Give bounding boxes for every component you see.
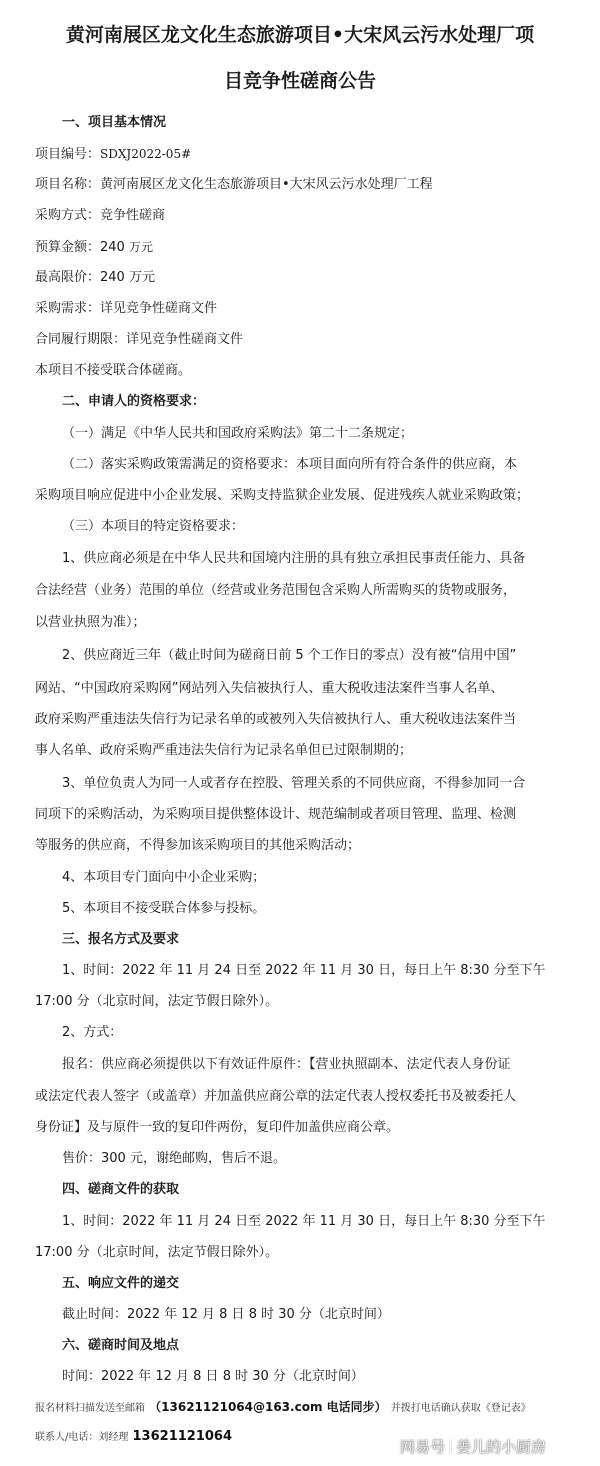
contact-name: 刘经理 bbox=[98, 1432, 129, 1443]
requirement-5: 5、本项目不接受联合体参与投标。 bbox=[62, 901, 266, 916]
qualification-item-3: （三）本项目的特定资格要求： bbox=[62, 519, 245, 534]
footer-contact-line bbox=[35, 1428, 232, 1447]
requirement-1-line-1: 1、供应商必须是在中华人民共和国境内注册的具有独立承担民事责任能力、具备 bbox=[62, 551, 526, 566]
requirement-3-line-1: 3、单位负责人为同一人或者存在控股、管理关系的不同供应商，不得参加同一合 bbox=[62, 776, 526, 791]
email-suffix: 并拨打电话确认获取《登记表》 bbox=[390, 1403, 531, 1414]
requirement-2-line-2: 网站、“中国政府采购网”网站列入失信被执行人、重大税收违法案件当事人名单、 bbox=[35, 681, 504, 696]
project-number-value: SDXJ2022-05# bbox=[100, 147, 192, 161]
project-name: 项目名称：黄河南展区龙文化生态旅游项目•大宋风云污水处理厂工程 bbox=[35, 177, 433, 192]
contact-phone: 13621121064 bbox=[132, 1429, 233, 1444]
footer-email-line bbox=[35, 1398, 531, 1418]
no-consortium-note: 本项目不接受联合体磋商。 bbox=[35, 363, 192, 378]
project-number bbox=[35, 145, 191, 164]
document-title-line-2: 目竞争性磋商公告 bbox=[223, 70, 376, 92]
requirement-2-line-4: 事人名单、政府采购严重违法失信行为记录名单但已过限制期的； bbox=[35, 743, 413, 758]
budget-amount-label: 预算金额：240 bbox=[35, 240, 125, 255]
document-title-line-1: 黄河南展区龙文化生态旅游项目•大宋风云污水处理厂项 bbox=[65, 24, 535, 46]
budget-amount bbox=[35, 238, 153, 257]
max-price: 最高限价：240 万元 bbox=[35, 270, 155, 285]
watermark-platform: 网易号 bbox=[400, 1438, 446, 1456]
registration-time-line-2: 17:00 分（北京时间，法定节假日除外）。 bbox=[35, 994, 279, 1009]
registration-time-line-1: 1、时间：2022 年 11 月 24 日至 2022 年 11 月 30 日，每日上午 8:30 分至下午 bbox=[62, 963, 546, 978]
requirement-3-line-2: 同项下的采购活动，为采购项目提供整体设计、规范编制或者项目管理、监理、检测 bbox=[35, 807, 517, 822]
qualification-item-1: （一）满足《中华人民共和国政府采购法》第二十二条规定； bbox=[62, 426, 414, 441]
section-4-heading: 四、磋商文件的获取 bbox=[62, 1182, 180, 1197]
contract-term: 合同履行期限：详见竞争性磋商文件 bbox=[35, 332, 244, 347]
procurement-needs: 采购需求：详见竞争性磋商文件 bbox=[35, 301, 218, 316]
document-obtain-time-line-2: 17:00 分（北京时间，法定节假日除外）。 bbox=[35, 1245, 279, 1260]
procurement-method: 采购方式：竞争性磋商 bbox=[35, 208, 166, 223]
registration-docs-line-1: 报名：供应商必须提供以下有效证件原件：【营业执照副本、法定代表人身份证 bbox=[62, 1057, 511, 1072]
platform-watermark bbox=[400, 1437, 546, 1457]
project-number-label: 项目编号： bbox=[35, 147, 101, 162]
document-obtain-time-line-1: 1、时间：2022 年 11 月 24 日至 2022 年 11 月 30 日，每日上午 8:30 分至下午 bbox=[62, 1214, 546, 1229]
budget-amount-unit: 万元 bbox=[128, 240, 153, 254]
requirement-2-line-1: 2、供应商近三年（截止时间为磋商日前 5 个工作日的零点）没有被“信用中国” bbox=[62, 648, 517, 663]
qualification-item-2-line-1: （二）落实采购政策需满足的资格要求：本项目面向所有符合条件的供应商，本 bbox=[62, 457, 518, 472]
requirement-1-line-2: 合法经营（业务）范围的单位（经营或业务范围包含采购人所需购买的货物或服务， bbox=[35, 583, 517, 598]
submission-deadline: 截止时间：2022 年 12 月 8 日 8 时 30 分（北京时间） bbox=[62, 1307, 390, 1322]
watermark-separator bbox=[450, 1440, 451, 1454]
document-price: 售价：300 元，谢绝邮购，售后不退。 bbox=[62, 1151, 286, 1166]
requirement-1-line-3: 以营业执照为准）； bbox=[35, 615, 146, 630]
requirement-4: 4、本项目专门面向中小企业采购； bbox=[62, 870, 266, 885]
section-3-heading: 三、报名方式及要求 bbox=[62, 932, 180, 947]
registration-method: 2、方式： bbox=[62, 1025, 123, 1040]
section-6-heading: 六、磋商时间及地点 bbox=[62, 1338, 180, 1353]
section-2-heading: 二、申请人的资格要求： bbox=[62, 394, 206, 409]
section-1-heading: 一、项目基本情况 bbox=[62, 115, 167, 130]
contact-label: 联系人/电话： bbox=[35, 1432, 99, 1443]
requirement-3-line-3: 等服务的供应商，不得参加该采购项目的其他采购活动； bbox=[35, 838, 361, 853]
section-5-heading: 五、响应文件的递交 bbox=[62, 1276, 180, 1291]
qualification-item-2-line-2: 采购项目响应促进中小企业发展、采购支持监狱企业发展、促进残疾人就业采购政策； bbox=[35, 488, 530, 503]
negotiation-time: 时间：2022 年 12 月 8 日 8 时 30 分（北京时间） bbox=[62, 1369, 364, 1384]
watermark-author: 姜儿的小厨房 bbox=[456, 1438, 547, 1456]
email-prefix: 报名材料扫描发送至邮箱 bbox=[35, 1403, 145, 1414]
registration-docs-line-2: 或法定代表人签字（或盖章）并加盖供应商公章的法定代表人授权委托书及被委托人 bbox=[35, 1089, 517, 1104]
contact-email: （13621121064@163.com 电话同步） bbox=[149, 1400, 387, 1414]
registration-docs-line-3: 身份证】及与原件一致的复印件两份，复印件加盖供应商公章。 bbox=[35, 1120, 400, 1135]
requirement-2-line-3: 政府采购严重违法失信行为记录名单的或被列入失信被执行人、重大税收违法案件当 bbox=[35, 712, 517, 727]
